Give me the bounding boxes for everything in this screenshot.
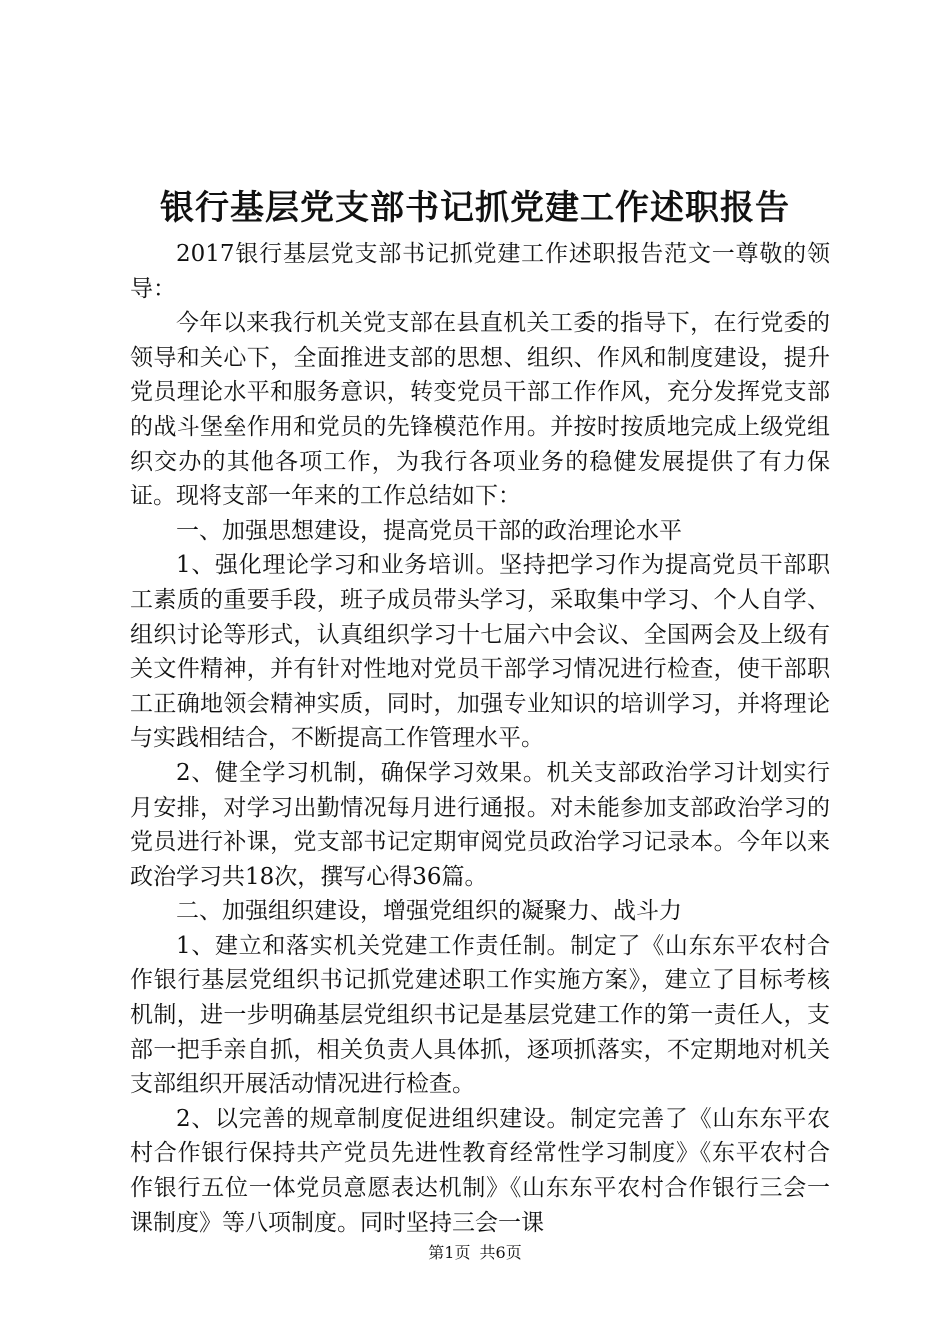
body-paragraph: 2017银行基层党支部书记抓党建工作述职报告范文一尊敬的领导： [130, 241, 830, 302]
page-number: 第1页 [428, 1243, 471, 1262]
section-heading: 二、加强组织建设，增强党组织的凝聚力、战斗力 [176, 898, 682, 925]
body-paragraph: 1、建立和落实机关党建工作责任制。制定了《山东东平农村合作银行基层党组织书记抓党建述职工作实施方案》，建立了目标考核机制，进一步明确基层党组织书记是基层党建工作的第一责任人，支部一把手亲自抓，相关负责人具体抓，逐项抓落实，不定期地对机关支部组织开展活动情况进行检查。 [130, 932, 830, 1098]
document-title: 银行基层党支部书记抓党建工作述职报告 [160, 188, 790, 228]
page-footer [0, 1241, 950, 1265]
body-paragraph: 1、强化理论学习和业务培训。坚持把学习作为提高党员干部职工素质的重要手段，班子成员带头学习，采取集中学习、个人自学、组织讨论等形式，认真组织学习十七届六中会议、全国两会及上级有关文件精神，并有针对性地对党员干部学习情况进行检查，使干部职工正确地领会精神实质，同时，加强专业知识的培训学习，并将理论与实践相结合，不断提高工作管理水平。 [130, 552, 830, 752]
body-paragraph: 2、健全学习机制，确保学习效果。机关支部政治学习计划实行月安排，对学习出勤情况每月进行通报。对未能参加支部政治学习的党员进行补课，党支部书记定期审阅党员政治学习记录本。今年以来政治学习共18次，撰写心得36篇。 [130, 759, 830, 890]
section-heading: 一、加强思想建设，提高党员干部的政治理论水平 [176, 517, 682, 544]
body-paragraph: 2、以完善的规章制度促进组织建设。制定完善了《山东东平农村合作银行保持共产党员先进性教育经常性学习制度》《东平农村合作银行五位一体党员意愿表达机制》《山东东平农村合作银行三会一课制度》等八项制度。同时坚持三会一课 [130, 1105, 830, 1236]
body-paragraph: 今年以来我行机关党支部在县直机关工委的指导下，在行党委的领导和关心下，全面推进支部的思想、组织、作风和制度建设，提升党员理论水平和服务意识，转变党员干部工作作风，充分发挥党支部的战斗堡垒作用和党员的先锋模范作用。并按时按质地完成上级党组织交办的其他各项工作，为我行各项业务的稳健发展提供了有力保证。现将支部一年来的工作总结如下： [130, 310, 830, 510]
page-total: 共6页 [479, 1243, 522, 1262]
document-body [130, 237, 830, 1240]
